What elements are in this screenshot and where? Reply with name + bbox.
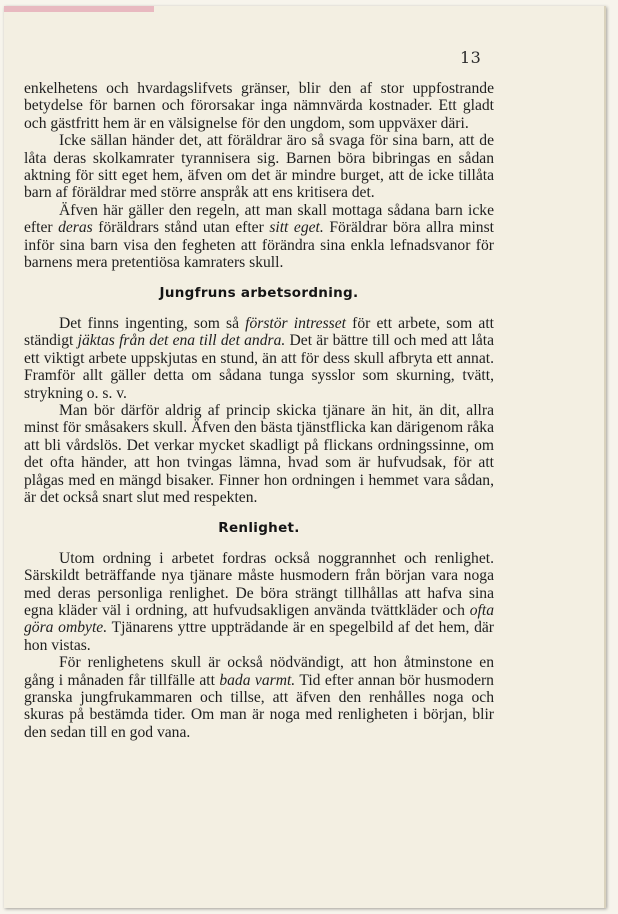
corner-color-mark [4, 6, 154, 12]
italic-phrase: ofta göra ombyte. [24, 601, 494, 637]
text-run: enkelhetens och hvardagslifvets gränser, blir den af stor uppfostrande betydelse för barnen och förorsakar inga nämnvärda kostnader. Ett gladt och gästfritt hem är en välsignelse för den ungdom, som uppväxer däri. [24, 80, 494, 132]
italic-phrase: förstör intresset [245, 314, 346, 332]
text-run: Äfven här gäller den regeln, att man skall mottaga sådana barn icke efter [24, 201, 494, 237]
text-run: Tjänarens yttre uppträdande är en spegelbild af det hem, där hon vistas. [24, 619, 494, 654]
italic-phrase: deras [58, 219, 93, 237]
paragraph [24, 654, 494, 741]
body-text-column [24, 80, 494, 741]
book-page [4, 6, 606, 908]
paragraph [24, 402, 494, 506]
italic-phrase: bada varmt. [219, 671, 296, 689]
italic-phrase: sitt eget. [269, 219, 324, 237]
text-run: för ett arbete, som att ständigt [24, 314, 494, 350]
paragraph [24, 80, 494, 132]
text-run: Det är bättre till och med att låta ett viktigt arbete uppskjutas en stund, än att för dess skull afbryta ett annat. Framför allt gäller detta om sådana tunga sysslor som skurning, tvätt, strykning o. s. v. [24, 332, 494, 402]
page-number: 13 [460, 48, 482, 67]
text-run: Man bör därför aldrig af princip skicka tjänare än hit, än dit, allra minst för småsakers skull. Äfven den bästa tjänstflicka kan därigenom råka att bli vårdslös. Det verkar mycket skadligt på flickans ordningssinne, om det ofta händer, att hon tvingas lämna, hvad som är hufvudsak, för att plågas med en mängd bisaker. Finner hon ordningen i hemmet vara sådan, är det också snart slut med respekten. [24, 401, 494, 506]
text-run: Föräldrar böra allra minst inför sina barn visa den fegheten att förändra sina enkla lefnadsvanor för barnens mera pretentiösa kamraters skull. [24, 219, 494, 272]
section-heading: Renlighet. [218, 520, 300, 537]
text-run: För renlighetens skull är också nödvändigt, att hon åtminstone en gång i månaden får tillfälle att [24, 654, 494, 689]
paragraph [24, 202, 494, 272]
text-run: Det finns ingenting, som så [59, 314, 246, 332]
text-run: Icke sällan händer det, att föräldrar äro så svaga för sina barn, att de låta deras skolkamrater tyrannisera sig. Barnen böra bibringas en sådan aktning för sitt eget hem, äfven om det är mindre burget, att de icke tillåta barn af föräldrar med större anspråk att ens kritisera det. [24, 132, 494, 202]
paragraph [24, 132, 494, 202]
text-run: föräldrars stånd utan efter [92, 219, 270, 237]
italic-phrase: jäktas från det ena till det andra. [77, 332, 286, 350]
paragraph [24, 315, 494, 402]
section-heading: Jungfruns arbetsordning. [159, 285, 359, 302]
text-run: Utom ordning i arbetet fordras också noggrannhet och renlighet. Särskildt beträffande nya tjänare måste husmodern från början vara noga med deras personliga renlighet. De böra strängt tillhållas att hafva sina egna kläder väl i ordning, att hufvudsakligen använda tvättkläder och [24, 549, 494, 619]
text-run: Tid efter annan bör husmodern granska jungfrukammaren och tillse, att äfven den renhålles noga och skuras på bestämda tider. Om man är noga med renligheten i början, blir den sedan till en god vana. [24, 671, 494, 741]
paragraph [24, 550, 494, 654]
